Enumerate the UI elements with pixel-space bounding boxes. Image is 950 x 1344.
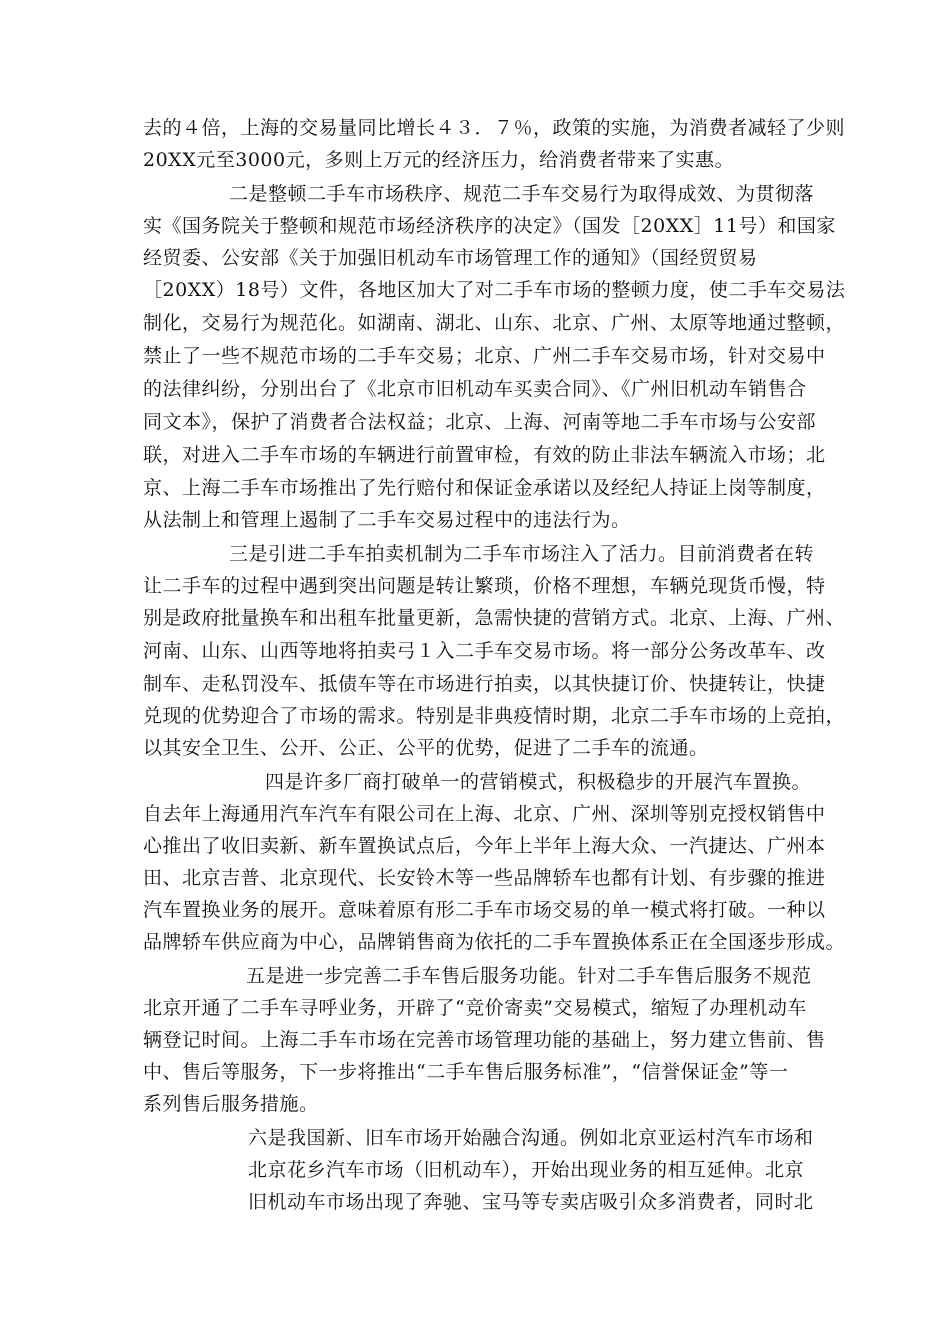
text-line: 让二手车的过程中遇到突出问题是转让繁琐，价格不理想，车辆兑现货币慢，特 [143, 575, 826, 597]
text-line: 兑现的优势迎合了市场的需求。特别是非典疫情时期，北京二手车市场的上竞拍， [143, 705, 846, 727]
text-line: 制车、走私罚没车、抵债车等在市场进行拍卖，以其快捷订价、快捷转让，快捷 [143, 673, 826, 695]
text-line: 经贸委、公安部《关于加强旧机动车市场管理工作的通知》（国经贸贸易 [143, 247, 758, 269]
text-line: 汽车置换业务的展开。意味着原有形二手车市场交易的单一模式将打破。一种以 [143, 899, 826, 921]
paragraph-3-first-line: 三是引进二手车拍卖机制为二手车市场注入了活力。目前消费者在转 [229, 543, 815, 565]
paragraph-6-first-line: 六是我国新、旧车市场开始融合沟通。例如北京亚运村汽车市场和 [248, 1127, 814, 1149]
paragraph-4-first-line: 四是许多厂商打破单一的营销模式，积极稳步的开展汽车置换。 [265, 771, 812, 793]
text-line: 禁止了一些不规范市场的二手车交易；北京、广州二手车交易市场，针对交易中 [143, 345, 826, 367]
text-line: 别是政府批量换车和出租车批量更新，急需快捷的营销方式。北京、上海、广州、 [143, 607, 846, 629]
text-line: 20XX元至3000元，多则上万元的经济压力，给消费者带来了实惠。 [143, 149, 735, 171]
text-line: 辆登记时间。上海二手车市场在完善市场管理功能的基础上，努力建立售前、售 [143, 1029, 826, 1051]
text-line: 北京花乡汽车市场（旧机动车），开始出现业务的相互延伸。北京 [248, 1159, 805, 1181]
text-line: 河南、山东、山西等地将拍卖弓１入二手车交易市场。将一部分公务改革车、改 [143, 640, 826, 662]
paragraph-5-first-line: 五是进一步完善二手车售后服务功能。针对二手车售后服务不规范 [246, 965, 812, 987]
text-line: 的法律纠纷，分别出台了《北京市旧机动车买卖合同》、《广州旧机动车销售合 [143, 378, 807, 400]
text-line: 系列售后服务措施。 [143, 1093, 319, 1115]
text-line: ［20XX）18号）文件，各地区加大了对二手车市场的整顿力度，使二手车交易法 [143, 279, 846, 301]
text-line: 心推出了收旧卖新、新车置换试点后，今年上半年上海大众、一汽捷达、广州本 [143, 835, 826, 857]
text-line: 自去年上海通用汽车汽车有限公司在上海、北京、广州、深圳等别克授权销售中 [143, 803, 826, 825]
paragraph-2-first-line: 二是整顿二手车市场秩序、规范二手车交易行为取得成效、为贯彻落 [229, 183, 815, 205]
text-line: 北京开通了二手车寻呼业务，开辟了“竞价寄卖”交易模式，缩短了办理机动车 [143, 997, 807, 1019]
text-line: 品牌轿车供应商为中心，品牌销售商为依托的二手车置换体系正在全国逐步形成。 [143, 931, 846, 953]
text-line: 旧机动车市场出现了奔驰、宝马等专卖店吸引众多消费者，同时北 [248, 1191, 814, 1213]
text-line: 中、售后等服务，下一步将推出“二手车售后服务标准”，“信誉保证金”等一 [143, 1061, 789, 1083]
text-line: 田、北京吉普、北京现代、长安铃木等一些品牌轿车也都有计划、有步骤的推进 [143, 867, 826, 889]
text-line: 实《国务院关于整顿和规范市场经济秩序的决定》（国发［20XX］11号）和国家 [143, 215, 836, 237]
text-line: 以其安全卫生、公开、公正、公平的优势，促进了二手车的流通。 [143, 737, 709, 759]
text-line: 去的４倍，上海的交易量同比增长４３．７％，政策的实施，为消费者减轻了少则 [143, 117, 846, 139]
text-line: 联，对进入二手车市场的车辆进行前置审检，有效的防止非法车辆流入市场；北 [143, 444, 826, 466]
text-line: 从法制上和管理上遏制了二手车交易过程中的违法行为。 [143, 509, 631, 531]
text-line: 制化，交易行为规范化。如湖南、湖北、山东、北京、广州、太原等地通过整顿， [143, 312, 846, 334]
text-line: 京、上海二手车市场推出了先行赔付和保证金承诺以及经纪人持证上岗等制度， [143, 477, 826, 499]
text-line: 同文本》，保护了消费者合法权益；北京、上海、河南等地二手车市场与公安部 [143, 411, 817, 433]
